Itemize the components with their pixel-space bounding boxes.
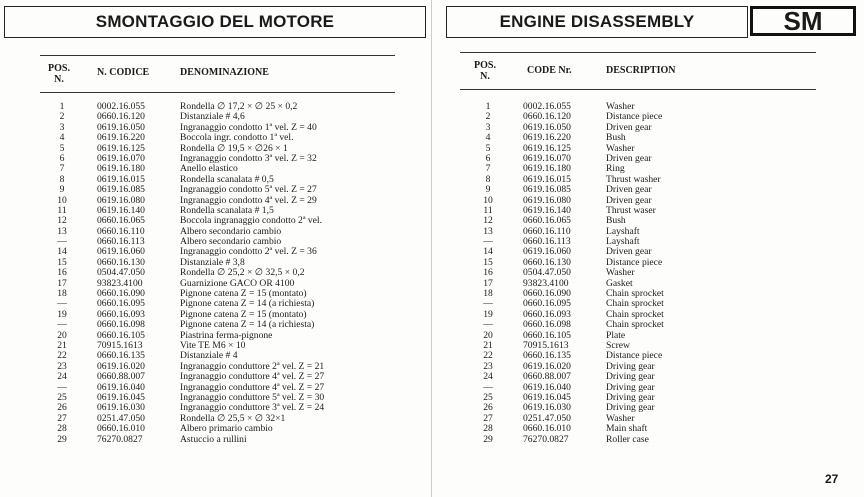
row-pos: 12 (483, 215, 493, 227)
row-code: 0660.16.130 (523, 256, 571, 268)
left-header-rule-bottom (40, 92, 395, 93)
row-pos: 23 (483, 360, 493, 372)
row-pos: 9 (59, 184, 65, 196)
right-page-title: ENGINE DISASSEMBLY (446, 6, 748, 38)
row-pos: 9 (485, 184, 491, 196)
row-code: 0660.16.098 (523, 319, 571, 331)
row-description: Ingranaggio conduttore 4ª vel. Z = 27 (180, 381, 325, 393)
row-code: 0660.16.135 (97, 350, 145, 362)
row-code: 0619.16.080 (97, 194, 145, 206)
row-code: 0619.16.040 (523, 381, 571, 393)
left-col-pos-header-line2: N. (54, 74, 64, 85)
table-row (432, 154, 864, 164)
row-pos: — (483, 298, 493, 310)
row-code: 0619.16.085 (523, 184, 571, 196)
row-code: 0619.16.180 (523, 163, 571, 175)
row-code: 0619.16.015 (523, 173, 571, 185)
row-code: 0660.16.120 (523, 111, 571, 123)
row-description: Rondella ∅ 25,5 × ∅ 32×1 (180, 412, 286, 424)
row-description: Rondella ∅ 25,2 × ∅ 32,5 × 0,2 (180, 267, 305, 279)
row-pos: 11 (57, 204, 67, 216)
row-code: 0619.16.060 (523, 246, 571, 258)
table-row (432, 414, 864, 424)
row-pos: 6 (59, 152, 65, 164)
row-pos: 17 (57, 277, 67, 289)
row-description: Rondella scanalata # 1,5 (180, 204, 274, 216)
row-pos: 27 (57, 412, 67, 424)
row-code: 0660.16.093 (523, 308, 571, 320)
row-code: 0251.47.050 (523, 412, 571, 424)
table-row (432, 123, 864, 133)
row-code: 70915.1613 (523, 339, 569, 351)
row-code: 0619.16.020 (523, 360, 571, 372)
row-code: 0619.16.080 (523, 194, 571, 206)
row-code: 0619.16.030 (97, 402, 145, 414)
row-code: 0619.16.060 (97, 246, 145, 258)
row-pos: 28 (57, 423, 67, 435)
row-pos: — (57, 381, 67, 393)
row-description: Screw (606, 339, 630, 351)
row-code: 0660.16.105 (97, 329, 145, 341)
left-col-desc-header: DENOMINAZIONE (180, 67, 269, 78)
row-description: Bush (606, 215, 626, 227)
row-description: Boccola ingranaggio condotto 2ª vel. (180, 215, 322, 227)
row-description: Driving gear (606, 381, 655, 393)
row-code: 0660.16.110 (523, 225, 571, 237)
row-description: Rondella ∅ 17,2 × ∅ 25 × 0,2 (180, 101, 298, 112)
row-code: 0619.16.020 (97, 360, 145, 372)
row-description: Ingranaggio condotto 5ª vel. Z = 27 (180, 184, 317, 196)
row-description: Ingranaggio conduttore 2ª vel. Z = 21 (180, 360, 325, 372)
row-pos: — (483, 319, 493, 331)
table-row (432, 403, 864, 413)
left-col-code-header: N. CODICE (97, 67, 150, 78)
right-col-code-header: CODE Nr. (527, 65, 572, 76)
row-pos: 25 (57, 391, 67, 403)
row-pos: 26 (57, 402, 67, 414)
row-description: Washer (606, 142, 635, 154)
row-pos: 28 (483, 423, 493, 435)
row-pos: — (57, 236, 67, 248)
row-pos: 8 (485, 173, 491, 185)
row-description: Driven gear (606, 246, 652, 258)
row-description: Washer (606, 412, 635, 424)
row-description: Pignone catena Z = 14 (a richiesta) (180, 319, 315, 331)
row-description: Distanziale # 3,8 (180, 256, 245, 268)
table-row (432, 372, 864, 382)
row-pos: — (483, 236, 493, 248)
row-code: 0660.16.065 (97, 215, 145, 227)
table-row (0, 435, 432, 445)
row-description: Chain sprocket (606, 288, 664, 300)
row-pos: 5 (485, 142, 491, 154)
row-code: 0619.16.045 (523, 391, 571, 403)
row-description: Boccola ingr. condotto 1ª vel. (180, 132, 294, 144)
row-pos: 20 (57, 329, 67, 341)
row-code: 0660.16.130 (97, 256, 145, 268)
row-code: 0660.16.098 (97, 319, 145, 331)
row-description: Washer (606, 267, 635, 279)
table-row (432, 185, 864, 195)
row-pos: 7 (59, 163, 65, 175)
row-description: Distance piece (606, 350, 663, 362)
row-code: 93823.4100 (97, 277, 143, 289)
row-code: 0619.16.125 (97, 142, 145, 154)
row-code: 0660.16.135 (523, 350, 571, 362)
row-pos: 19 (57, 308, 67, 320)
row-pos: 21 (57, 339, 67, 351)
row-code: 0619.16.220 (523, 132, 571, 144)
left-parts-table (0, 102, 432, 445)
row-pos: 3 (485, 121, 491, 133)
row-pos: 18 (57, 288, 67, 300)
row-description: Albero primario cambio (180, 423, 273, 435)
table-row (432, 424, 864, 434)
row-description: Ingranaggio condotto 3ª vel. Z = 32 (180, 152, 317, 164)
right-header-rule-bottom (460, 89, 816, 90)
row-description: Layshaft (606, 225, 640, 237)
row-code: 0660.16.095 (523, 298, 571, 310)
section-badge: SM (750, 6, 856, 36)
row-pos: 26 (483, 402, 493, 414)
table-row (432, 227, 864, 237)
table-row (432, 216, 864, 226)
row-description: Pignone catena Z = 14 (a richiesta) (180, 298, 315, 310)
row-code: 0619.16.015 (97, 173, 145, 185)
row-code: 0619.16.040 (97, 381, 145, 393)
row-pos: 1 (485, 101, 491, 112)
row-code: 0619.16.085 (97, 184, 145, 196)
row-pos: 3 (59, 121, 65, 133)
right-parts-table (432, 102, 864, 445)
row-description: Chain sprocket (606, 319, 664, 331)
row-pos: 27 (483, 412, 493, 424)
row-code: 0619.16.030 (523, 402, 571, 414)
table-row (0, 133, 432, 143)
row-description: Rondella scanalata # 0,5 (180, 173, 274, 185)
row-pos: 12 (57, 215, 67, 227)
row-description: Piastrina ferma-pignone (180, 329, 273, 341)
row-description: Pignone catena Z = 15 (montato) (180, 308, 307, 320)
row-pos: 22 (57, 350, 67, 362)
row-pos: 2 (59, 111, 65, 123)
right-col-desc-header: DESCRIPTION (606, 65, 676, 76)
right-col-pos-header (470, 60, 500, 82)
right-header-rule-top (460, 52, 816, 53)
row-description: Ingranaggio conduttore 3ª vel. Z = 24 (180, 402, 325, 414)
row-code: 0660.88.007 (97, 371, 145, 383)
row-pos: 5 (59, 142, 65, 154)
row-pos: 8 (59, 173, 65, 185)
row-description: Driving gear (606, 402, 655, 414)
row-pos: 29 (57, 433, 67, 445)
row-pos: 16 (483, 267, 493, 279)
row-code: 70915.1613 (97, 339, 143, 351)
row-description: Rondella ∅ 19,5 × ∅26 × 1 (180, 142, 288, 154)
row-code: 0619.16.050 (523, 121, 571, 133)
row-pos: 11 (483, 204, 493, 216)
row-pos: 16 (57, 267, 67, 279)
row-pos: 21 (483, 339, 493, 351)
row-code: 0504.47.050 (523, 267, 571, 279)
row-description: Distanziale # 4,6 (180, 111, 245, 123)
row-code: 0660.16.120 (97, 111, 145, 123)
left-page-title: SMONTAGGIO DEL MOTORE (4, 6, 426, 38)
table-row (432, 206, 864, 216)
row-pos: 15 (483, 256, 493, 268)
row-pos: 14 (57, 246, 67, 258)
row-code: 0504.47.050 (97, 267, 145, 279)
table-row (0, 185, 432, 195)
row-description: Ingranaggio condotto 4ª vel. Z = 29 (180, 194, 317, 206)
row-code: 0619.16.070 (523, 152, 571, 164)
row-code: 0660.16.113 (97, 236, 145, 248)
row-code: 0660.88.007 (523, 371, 571, 383)
row-code: 0660.16.095 (97, 298, 145, 310)
row-pos: 7 (485, 163, 491, 175)
row-pos: — (57, 319, 67, 331)
row-description: Plate (606, 329, 626, 341)
row-code: 0002.16.055 (97, 101, 145, 112)
row-description: Driven gear (606, 152, 652, 164)
row-pos: 20 (483, 329, 493, 341)
row-pos: 15 (57, 256, 67, 268)
row-code: 0619.16.050 (97, 121, 145, 133)
row-pos: 23 (57, 360, 67, 372)
row-code: 0660.16.090 (523, 288, 571, 300)
row-description: Ingranaggio conduttore 5ª vel. Z = 30 (180, 391, 325, 403)
row-code: 0619.16.180 (97, 163, 145, 175)
row-pos: 1 (59, 101, 65, 112)
row-pos: 17 (483, 277, 493, 289)
page-number: 27 (825, 472, 839, 486)
row-pos: 4 (59, 132, 65, 144)
row-pos: 19 (483, 308, 493, 320)
row-description: Ingranaggio condotto 2ª vel. Z = 36 (180, 246, 317, 258)
row-description: Pignone catena Z = 15 (montato) (180, 288, 307, 300)
left-col-pos-header-line1: POS. (48, 63, 70, 74)
row-pos: 10 (57, 194, 67, 206)
row-pos: — (57, 298, 67, 310)
left-header-rule-top (40, 55, 395, 56)
row-pos: 13 (483, 225, 493, 237)
row-code: 0619.16.070 (97, 152, 145, 164)
row-code: 0660.16.110 (97, 225, 145, 237)
row-description: Driving gear (606, 371, 655, 383)
row-pos: 4 (485, 132, 491, 144)
table-row (432, 133, 864, 143)
row-code: 0660.16.105 (523, 329, 571, 341)
table-row (0, 424, 432, 434)
row-code: 0660.16.065 (523, 215, 571, 227)
row-code: 76270.0827 (97, 433, 143, 445)
row-description: Driven gear (606, 184, 652, 196)
row-code: 0002.16.055 (523, 101, 571, 112)
row-code: 0660.16.090 (97, 288, 145, 300)
right-page (432, 0, 864, 497)
row-pos: 22 (483, 350, 493, 362)
row-description: Anello elastico (180, 163, 238, 175)
row-code: 0660.16.010 (97, 423, 145, 435)
table-row (432, 258, 864, 268)
row-description: Gasket (606, 277, 633, 289)
row-pos: 2 (485, 111, 491, 123)
row-description: Ring (606, 163, 625, 175)
row-description: Thrust waser (606, 204, 656, 216)
row-description: Chain sprocket (606, 308, 664, 320)
row-description: Layshaft (606, 236, 640, 248)
table-row (432, 320, 864, 330)
row-pos: 14 (483, 246, 493, 258)
row-description: Vite TE M6 × 10 (180, 339, 246, 351)
row-pos: 13 (57, 225, 67, 237)
right-col-pos-header-line2: N. (480, 71, 490, 82)
row-code: 0660.16.113 (523, 236, 571, 248)
row-description: Distance piece (606, 111, 663, 123)
row-description: Washer (606, 101, 635, 112)
row-description: Astuccio a rullini (180, 433, 247, 445)
row-description: Driving gear (606, 360, 655, 372)
row-description: Main shaft (606, 423, 648, 435)
row-code: 0251.47.050 (97, 412, 145, 424)
row-pos: 18 (483, 288, 493, 300)
table-row (432, 268, 864, 278)
row-description: Ingranaggio conduttore 4ª vel. Z = 27 (180, 371, 325, 383)
row-description: Thrust washer (606, 173, 661, 185)
row-description: Distance piece (606, 256, 663, 268)
row-code: 0660.16.093 (97, 308, 145, 320)
row-pos: — (483, 381, 493, 393)
row-pos: 6 (485, 152, 491, 164)
left-col-pos-header (44, 63, 74, 85)
row-description: Ingranaggio condotto 1ª vel. Z = 40 (180, 121, 317, 133)
row-code: 0619.16.125 (523, 142, 571, 154)
row-pos: 24 (483, 371, 493, 383)
row-code: 76270.0827 (523, 433, 569, 445)
row-pos: 24 (57, 371, 67, 383)
row-pos: 29 (483, 433, 493, 445)
row-description: Chain sprocket (606, 298, 664, 310)
right-col-pos-header-line1: POS. (474, 60, 496, 71)
row-description: Driven gear (606, 121, 652, 133)
row-description: Albero secondario cambio (180, 225, 282, 237)
row-code: 0619.16.220 (97, 132, 145, 144)
row-description: Driven gear (606, 194, 652, 206)
row-pos: 25 (483, 391, 493, 403)
table-row (432, 435, 864, 445)
row-pos: 10 (483, 194, 493, 206)
table-row (432, 331, 864, 341)
row-description: Roller case (606, 433, 649, 445)
row-description: Albero secondario cambio (180, 236, 282, 248)
row-code: 0619.16.140 (523, 204, 571, 216)
row-description: Driving gear (606, 391, 655, 403)
row-code: 0619.16.045 (97, 391, 145, 403)
row-code: 93823.4100 (523, 277, 569, 289)
row-description: Bush (606, 132, 626, 144)
row-description: Distanziale # 4 (180, 350, 238, 362)
table-row (0, 372, 432, 382)
row-description: Guarnizione GACO OR 4100 (180, 277, 295, 289)
row-code: 0660.16.010 (523, 423, 571, 435)
row-code: 0619.16.140 (97, 204, 145, 216)
